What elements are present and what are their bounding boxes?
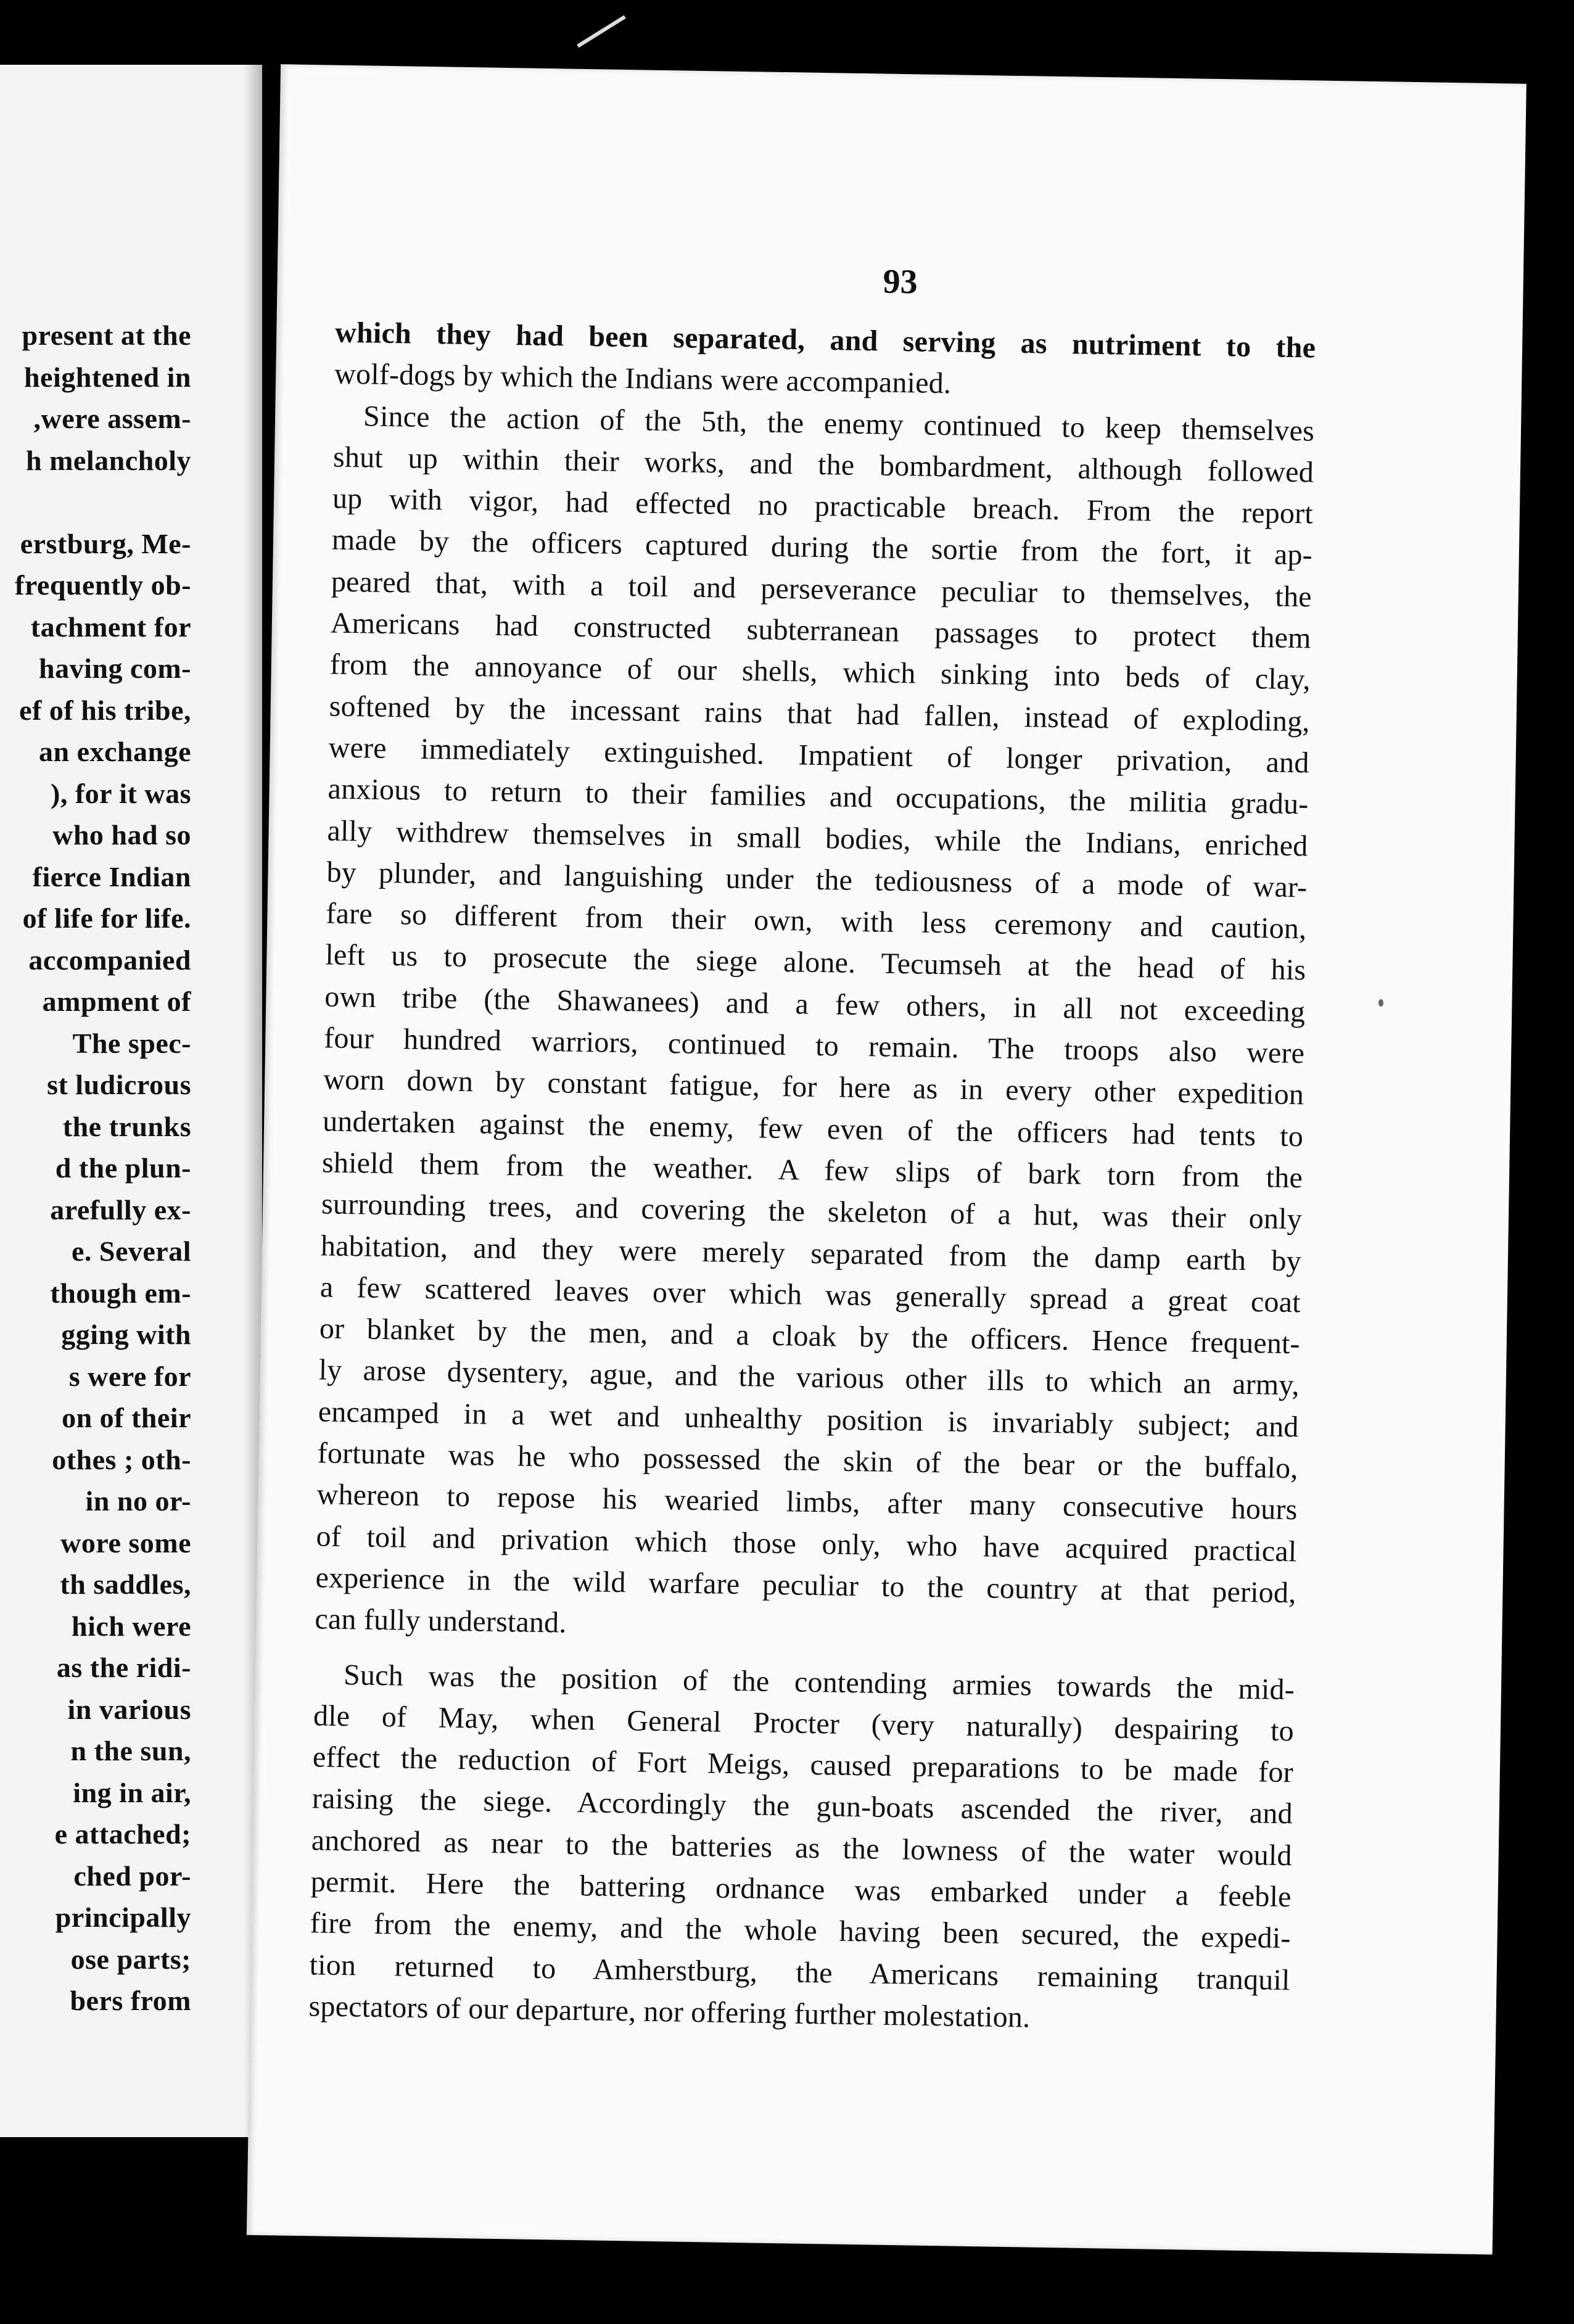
text-line: anxious to return to their families and occupations, the militia gradu- [328, 772, 1309, 821]
text-line: anchored as near to the batteries as the lowness of the water would [311, 1823, 1293, 1872]
left-page-line: in no or- [85, 1485, 191, 1517]
left-page-line: ose parts; [70, 1943, 191, 1975]
text-line: left us to prosecute the siege alone. Tecumseh at the head of his [325, 938, 1306, 987]
text-line: Americans had constructed subterranean passages to protect them [330, 606, 1312, 655]
text-line: made by the officers captured during the sortie from the fort, it ap- [331, 524, 1313, 572]
left-page-text-column [0, 315, 191, 2022]
left-page-line: The spec- [72, 1027, 191, 1059]
left-page-line [0, 481, 191, 523]
text-line: permit. Here the battering ordnance was embarked under a feeble [310, 1865, 1292, 1914]
left-page-line: ampment of [42, 986, 191, 1017]
text-line: softened by the incessant rains that had fallen, instead of exploding, [329, 690, 1311, 738]
text-line: tion returned to Amherstburg, the Americans remaining tranquil [309, 1948, 1290, 1996]
scan-mark [577, 15, 626, 48]
left-page-line: present at the [22, 319, 191, 351]
left-page-line: principally [55, 1902, 191, 1933]
text-line: which they had been separated, and serving as nutriment to the [334, 316, 1316, 365]
text-line: up with vigor, had effected no practicable breach. From the report [332, 482, 1314, 530]
text-line: peared that, with a toil and perseverance peculiar to themselves, the [331, 565, 1312, 614]
text-line: by plunder, and languishing under the tediousness of a mode of war- [326, 855, 1308, 904]
text-line: or blanket by the men, and a cloak by the officers. Hence frequent- [319, 1312, 1301, 1361]
left-page-line: fierce Indian [32, 860, 191, 892]
left-facing-page [0, 65, 262, 2137]
right-page [247, 64, 1527, 2254]
text-line: were immediately extinguished. Impatient of longer privation, and [328, 731, 1309, 780]
left-page-line: d the plun- [55, 1152, 191, 1184]
text-line: shut up within their works, and the bombardment, although followed [332, 440, 1314, 489]
left-page-line: othes ; oth- [52, 1443, 191, 1475]
text-line: fare so different from their own, with less ceremony and caution, [326, 897, 1307, 946]
left-page-line: tachment for [30, 611, 191, 643]
left-page-line: th saddles, [60, 1568, 191, 1600]
scan-speck [1378, 999, 1383, 1007]
text-line: dle of May, when General Procter (very naturally) despairing to [313, 1699, 1295, 1748]
left-page-line: e. Several [71, 1235, 191, 1267]
text-line: can fully understand. [315, 1602, 567, 1639]
text-line: ally withdrew themselves in small bodies, while the Indians, enriched [327, 814, 1308, 863]
text-line: undertaken against the enemy, few even of the officers had tents to [322, 1105, 1304, 1153]
left-page-line: s were for [68, 1360, 191, 1392]
left-page-line: arefully ex- [50, 1193, 191, 1226]
left-page-line: an exchange [39, 736, 191, 767]
text-line: worn down by constant fatigue, for here as in every other expedition [323, 1063, 1304, 1111]
text-line: habitation, and they were merely separated from the damp earth by [320, 1229, 1302, 1277]
text-line: wolf-dogs by which the Indians were accompanied. [334, 357, 952, 400]
left-page-line: bers from [70, 1985, 191, 2016]
left-page-line: st ludicrous [47, 1069, 191, 1100]
left-page-line: accompanied [28, 944, 191, 976]
text-line: fortunate was he who possessed the skin of the bear or the buffalo, [317, 1436, 1298, 1485]
left-page-line: gging with [61, 1319, 191, 1350]
left-page-line: ), for it was [51, 777, 191, 809]
left-page-line: on of their [62, 1402, 191, 1433]
left-page-line: in various [67, 1693, 191, 1725]
left-page-line: ,were assem- [33, 403, 191, 434]
left-page-line: who had so [52, 819, 191, 851]
body-text [308, 312, 1316, 2043]
left-page-line: having com- [39, 653, 191, 684]
text-line: raising the siege. Accordingly the gun-boats ascended the river, and [311, 1782, 1293, 1831]
text-line: encamped in a wet and unhealthy position is invariably subject; and [318, 1395, 1300, 1444]
text-line: of toil and privation which those only, who have acquired practical [316, 1519, 1297, 1568]
text-line: Such was the position of the contending armies towards the mid- [343, 1658, 1295, 1706]
text-line: shield them from the weather. A few slips of bark torn from the [321, 1146, 1303, 1195]
left-page-line: wore some [60, 1527, 191, 1559]
left-page-line: e attached; [54, 1818, 191, 1850]
paragraph [308, 1654, 1295, 2043]
text-line: whereon to repose his wearied limbs, after many consecutive hours [316, 1478, 1298, 1527]
text-line: a few scattered leaves over which was generally spread a great coat [319, 1271, 1301, 1319]
left-page-line: heightened in [23, 361, 191, 393]
left-page-line: of life for life. [22, 902, 191, 934]
text-line: four hundred warriors, continued to remain. The troops also were [323, 1021, 1305, 1070]
left-page-line: the trunks [62, 1110, 191, 1142]
left-page-line: n the sun, [70, 1735, 191, 1766]
left-page-line: hich were [71, 1610, 191, 1642]
left-page-line: frequently ob- [15, 569, 191, 601]
text-line: effect the reduction of Fort Meigs, caused preparations to be made for [312, 1741, 1294, 1789]
left-page-line: ef of his tribe, [19, 694, 191, 726]
text-line: ly arose dysentery, ague, and the various other ills to which an army, [318, 1353, 1300, 1402]
left-page-line: ched por- [73, 1860, 191, 1892]
left-page-line: though em- [50, 1277, 191, 1309]
left-page-line: ing in air, [73, 1776, 191, 1808]
left-page-line: erstburg, Me- [20, 527, 191, 559]
text-line: Since the action of the 5th, the enemy continued to keep themselves [363, 399, 1315, 448]
text-line: surrounding trees, and covering the skeleton of a hut, was their only [321, 1187, 1303, 1236]
text-line: spectators of our departure, nor offering further molestation. [308, 1990, 1031, 2034]
text-line: from the annoyance of our shells, which sinking into beds of clay, [329, 648, 1311, 696]
page-number: 93 [883, 262, 918, 302]
left-page-line: h melancholy [26, 444, 191, 476]
text-line: experience in the wild warfare peculiar to the country at that period, [315, 1561, 1296, 1610]
paragraph [315, 395, 1315, 1655]
paragraph [334, 312, 1316, 411]
text-line: own tribe (the Shawanees) and a few others, in all not exceeding [324, 980, 1306, 1029]
left-page-line: as the ridi- [56, 1652, 191, 1683]
text-line: fire from the enemy, and the whole having been secured, the expedi- [310, 1906, 1292, 1955]
